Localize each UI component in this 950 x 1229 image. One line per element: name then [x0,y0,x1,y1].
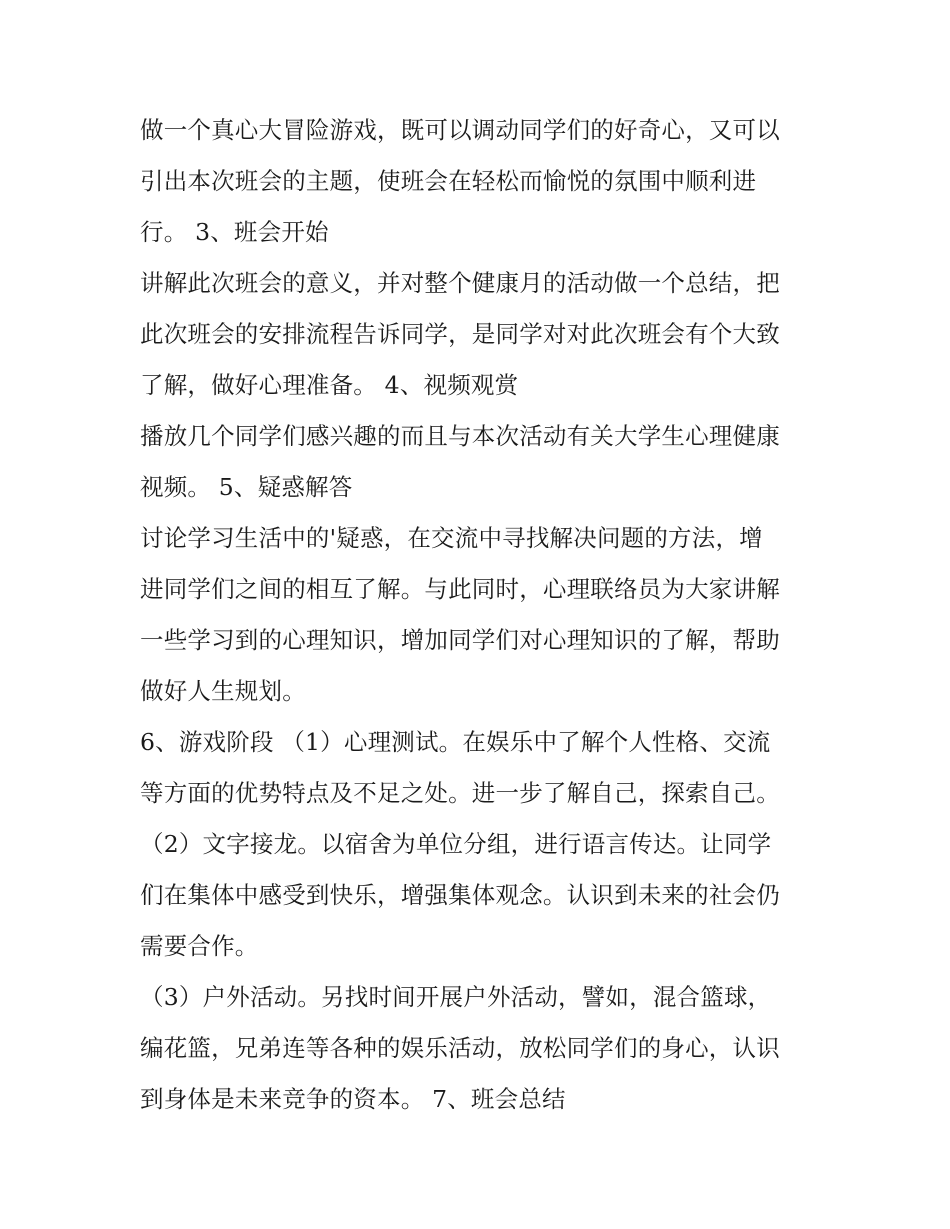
text-line: 进同学们之间的相互了解。与此同时，心理联络员为大家讲解 [140,575,780,603]
text-line: 做一个真心大冒险游戏，既可以调动同学们的好奇心，又可以 [140,116,780,144]
text-line: （2）文字接龙。以宿舍为单位分组，进行语言传达。让同学 [140,830,772,858]
text-line: 了解，做好心理准备。 4、视频观赏 [140,371,519,399]
text-line: 编花篮，兄弟连等各种的娱乐活动，放松同学们的身心，认识 [140,1034,780,1062]
text-line: 们在集体中感受到快乐，增强集体观念。认识到未来的社会仍 [140,881,780,909]
text-line: 播放几个同学们感兴趣的而且与本次活动有关大学生心理健康 [140,422,780,450]
text-line: 到身体是未来竞争的资本。 7、班会总结 [140,1085,566,1113]
text-line: 做好人生规划。 [140,677,306,705]
document-body [140,105,820,1125]
text-line: （3）户外活动。另找时间开展户外活动，譬如，混合篮球， [140,983,772,1011]
text-line: 视频。 5、疑惑解答 [140,473,353,501]
text-line: 行。 3、班会开始 [140,218,329,246]
text-line: 讲解此次班会的意义，并对整个健康月的活动做一个总结，把 [140,269,780,297]
text-line: 6、游戏阶段 （1）心理测试。在娱乐中了解个人性格、交流 [140,728,771,756]
text-line: 需要合作。 [140,932,259,960]
text-line: 等方面的优势特点及不足之处。进一步了解自己，探索自己。 [140,779,780,807]
text-line: 引出本次班会的主题，使班会在轻松而愉悦的氛围中顺利进 [140,167,757,195]
text-line: 一些学习到的心理知识，增加同学们对心理知识的了解，帮助 [140,626,780,654]
text-line: 此次班会的安排流程告诉同学，是同学对对此次班会有个大致 [140,320,780,348]
text-line: 讨论学习生活中的'疑惑，在交流中寻找解决问题的方法，增 [140,524,763,552]
